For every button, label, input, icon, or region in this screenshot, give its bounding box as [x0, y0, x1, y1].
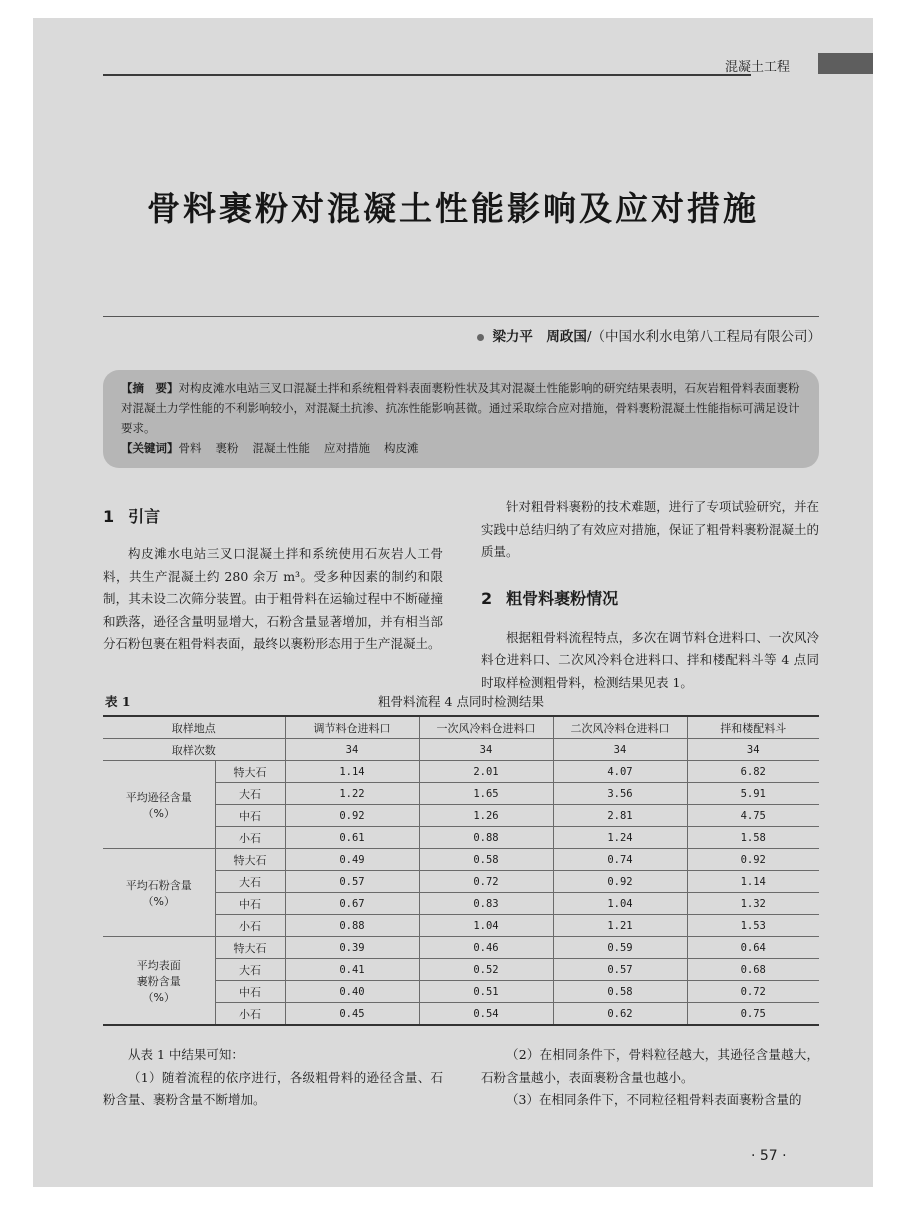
- table-cell: 3.56: [553, 783, 687, 805]
- table-cell: 0.62: [553, 1003, 687, 1026]
- table-cell: 0.46: [419, 937, 553, 959]
- table-cell: 0.88: [419, 827, 553, 849]
- header-block: [818, 53, 873, 74]
- size-label: 特大石: [215, 937, 285, 959]
- table-cell: 0.64: [687, 937, 819, 959]
- size-label: 中石: [215, 805, 285, 827]
- group-label: [103, 761, 215, 849]
- size-label: 大石: [215, 871, 285, 893]
- group-label: [103, 937, 215, 1026]
- table-cell: 0.41: [285, 959, 419, 981]
- header-rule: [103, 74, 751, 76]
- table-title: 粗骨料流程 4 点同时检测结果: [378, 694, 544, 709]
- table-cell: 0.51: [419, 981, 553, 1003]
- data-table: [103, 715, 819, 1026]
- abstract-box: [103, 370, 819, 468]
- conclusion-lead: 从表 1 中结果可知：: [128, 1047, 244, 1062]
- table-cell: 5.91: [687, 783, 819, 805]
- page: [33, 18, 873, 1187]
- table-cell: 0.92: [687, 849, 819, 871]
- table-cell: 0.67: [285, 893, 419, 915]
- row-label: 取样次数: [103, 739, 285, 761]
- table-cell: 0.61: [285, 827, 419, 849]
- table-cell: 0.52: [419, 959, 553, 981]
- table-cell: 4.07: [553, 761, 687, 783]
- table-cell: 1.14: [687, 871, 819, 893]
- size-label: 特大石: [215, 849, 285, 871]
- section-label: 混凝土工程: [725, 60, 791, 75]
- conclusion-item: （3）在相同条件下，不同粒径粗骨料表面裹粉含量的: [506, 1092, 802, 1107]
- table-cell: 0.49: [285, 849, 419, 871]
- table-cell: 1.53: [687, 915, 819, 937]
- table-row: [103, 739, 819, 761]
- table-id: 表 1: [105, 694, 131, 709]
- table-cell: 0.45: [285, 1003, 419, 1026]
- table-cell: 34: [553, 739, 687, 761]
- abstract-label: 【摘 要】: [121, 381, 179, 395]
- table-cell: 0.59: [553, 937, 687, 959]
- column-header: 拌和楼配料斗: [687, 716, 819, 739]
- group-label-line: 平均石粉含量: [125, 878, 192, 892]
- group-label-line: （%）: [142, 990, 175, 1004]
- abstract-text: 对构皮滩水电站三叉口混凝土拌和系统粗骨料表面裹粉性状及其对混凝土性能影响的研究结果表明，石灰岩粗骨料表面裹粉对混凝土力学性能的不利影响较小，对混凝土抗渗、抗冻性能影响甚微。通过采取综合应对措施，骨料裹粉混凝土性能指标可满足设计要求。: [121, 381, 800, 435]
- keyword: 骨料: [178, 441, 202, 455]
- size-label: 特大石: [215, 761, 285, 783]
- table-cell: 1.24: [553, 827, 687, 849]
- size-label: 小石: [215, 1003, 285, 1026]
- table-cell: 1.26: [419, 805, 553, 827]
- keywords-label: 【关键词】: [121, 441, 179, 455]
- bottom-right-column: [481, 1044, 819, 1112]
- table-cell: 2.81: [553, 805, 687, 827]
- keyword: 构皮滩: [384, 441, 419, 455]
- group-label-line: （%）: [142, 894, 175, 908]
- keyword: 裹粉: [215, 441, 239, 455]
- table-cell: 0.54: [419, 1003, 553, 1026]
- table-cell: 4.75: [687, 805, 819, 827]
- table-cell: 1.14: [285, 761, 419, 783]
- table-cell: 34: [285, 739, 419, 761]
- keyword: 应对措施: [324, 441, 370, 455]
- right-column: [481, 496, 819, 694]
- section-2-paragraph: 根据粗骨料流程特点，多次在调节料仓进料口、一次风冷料仓进料口、二次风冷料仓进料口、拌和楼配料斗等 4 点同时取样检测粗骨料，检测结果见表 1。: [481, 629, 819, 690]
- table-cell: 0.39: [285, 937, 419, 959]
- table-cell: 0.58: [419, 849, 553, 871]
- table-row: [103, 761, 819, 783]
- section-2-heading: 2 粗骨料裹粉情况: [481, 588, 619, 608]
- group-label: [103, 849, 215, 937]
- author-names: 梁力平 周政国: [492, 329, 587, 345]
- table-cell: 0.88: [285, 915, 419, 937]
- author-affiliation: /（中国水利水电第八工程局有限公司）: [586, 329, 821, 345]
- size-label: 小石: [215, 915, 285, 937]
- table-cell: 34: [687, 739, 819, 761]
- group-label-line: （%）: [142, 806, 175, 820]
- table-cell: 0.72: [419, 871, 553, 893]
- column-header: 取样地点: [103, 716, 285, 739]
- group-label-line: 裹粉含量: [136, 974, 181, 988]
- table-cell: 0.40: [285, 981, 419, 1003]
- table-cell: 1.58: [687, 827, 819, 849]
- table-cell: 1.22: [285, 783, 419, 805]
- keyword: 混凝土性能: [252, 441, 310, 455]
- table-cell: 0.92: [553, 871, 687, 893]
- author-rule: [103, 316, 819, 317]
- table-cell: 0.72: [687, 981, 819, 1003]
- table-row: [103, 937, 819, 959]
- bullet-icon: [477, 334, 484, 341]
- table-cell: 0.57: [285, 871, 419, 893]
- abstract-paragraph: [121, 378, 801, 438]
- table-cell: 0.92: [285, 805, 419, 827]
- table-cell: 1.32: [687, 893, 819, 915]
- table-cell: 1.04: [553, 893, 687, 915]
- page-number: · 57 ·: [751, 1148, 787, 1164]
- table-row: [103, 849, 819, 871]
- column-header: 一次风冷料仓进料口: [419, 716, 553, 739]
- column-header: 调节料仓进料口: [285, 716, 419, 739]
- intro-continuation: 针对粗骨料裹粉的技术难题，进行了专项试验研究，并在实践中总结归纳了有效应对措施，保证了粗骨料裹粉混凝土的质量。: [481, 499, 819, 559]
- table-cell: 1.21: [553, 915, 687, 937]
- left-column: [103, 504, 443, 656]
- table-cell: 0.57: [553, 959, 687, 981]
- group-label-line: 平均表面: [136, 958, 181, 972]
- section-1-heading: 1 引言: [103, 507, 161, 526]
- size-label: 大石: [215, 959, 285, 981]
- column-header: 二次风冷料仓进料口: [553, 716, 687, 739]
- table-cell: 0.75: [687, 1003, 819, 1026]
- article-title: 骨料裹粉对混凝土性能影响及应对措施: [147, 189, 759, 228]
- section-1-paragraph: 构皮滩水电站三叉口混凝土拌和系统使用石灰岩人工骨料，共生产混凝土约 280 余万 m³。受多种因素的制约和限制，其未设二次筛分装置。由于粗骨料在运输过程中不断碰撞和跌落，逊径含量明显增大，石粉含量显著增加，并有相当部分石粉包裹在粗骨料表面，最终以裹粉形态用于生产混凝土。: [103, 546, 443, 651]
- conclusion-item: （2）在相同条件下，骨料粒径越大，其逊径含量越大，石粉含量越小，表面裹粉含量也越小。: [481, 1047, 819, 1085]
- table-cell: 0.83: [419, 893, 553, 915]
- bottom-left-column: [103, 1044, 443, 1112]
- table-cell: 0.74: [553, 849, 687, 871]
- size-label: 大石: [215, 783, 285, 805]
- table-cell: 1.65: [419, 783, 553, 805]
- size-label: 中石: [215, 981, 285, 1003]
- size-label: 小石: [215, 827, 285, 849]
- keywords-line: [121, 438, 801, 458]
- size-label: 中石: [215, 893, 285, 915]
- table-cell: 0.58: [553, 981, 687, 1003]
- conclusion-item: （1）随着流程的依序进行，各级粗骨料的逊径含量、石粉含量、裹粉含量不断增加。: [103, 1069, 443, 1107]
- author-line: [477, 325, 821, 345]
- table-header-row: [103, 716, 819, 739]
- table-cell: 1.04: [419, 915, 553, 937]
- table-cell: 6.82: [687, 761, 819, 783]
- table-cell: 34: [419, 739, 553, 761]
- group-label-line: 平均逊径含量: [125, 790, 192, 804]
- table-cell: 2.01: [419, 761, 553, 783]
- table-cell: 0.68: [687, 959, 819, 981]
